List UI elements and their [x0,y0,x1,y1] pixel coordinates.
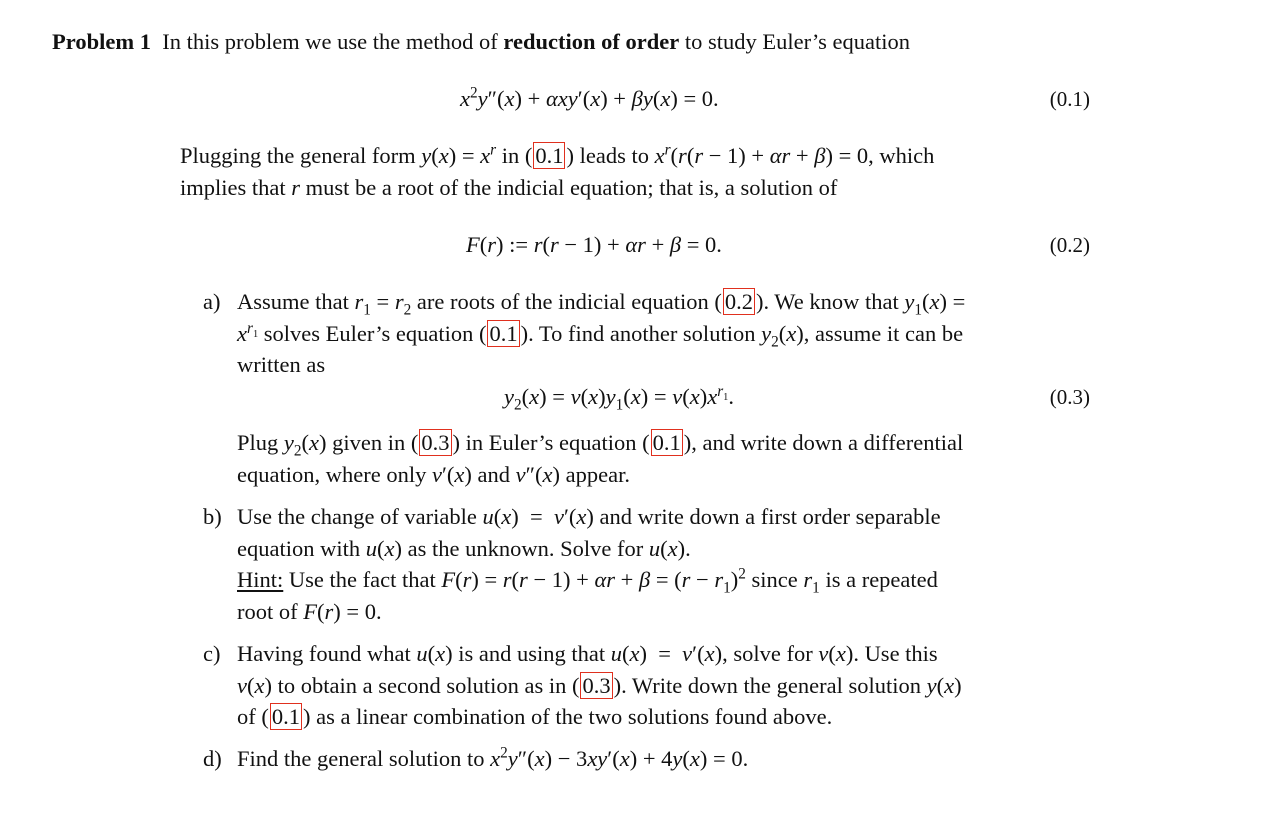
equation-0-2: F(r) := r(r − 1) + αr + β = 0. [466,232,722,257]
item-d-line-1: Find the general solution to $x^2y''(x) - 3xy'(x) + 4y(x) = 0$. [237,744,749,771]
equation-number-0-3: (0.3) [1049,385,1090,409]
item-b-line-1: Use the change of variable u(x) = v′(x) and write down a first order separable [237,504,941,529]
item-c-label: c) [203,641,221,666]
ref-link-0-1[interactable]: 0.1 [652,430,681,455]
implies-line: implies that r must be a root of the indicial equation; that is, a solution of [180,175,838,200]
item-c-line-3: of ( 0.1 ) as a linear combination of the two solutions found above. [237,704,833,729]
item-b-hint-line: Hint: Use the fact that $F(r) = r(r - 1) + \alpha r + \beta = (r - r_1)^2$ since $r_1$ is a repeated [237,565,938,597]
item-a-line-1: Assume that $r_1 = r_2$ are roots of the indicial equation ( 0.2 ). We know that $y_1(x)$ = [237,289,966,319]
ref-link-0-1[interactable]: 0.1 [535,143,564,168]
equation-0-1: $x^2y''(x) + \alpha xy'(x) + \beta y(x) = 0$. [460,84,719,111]
problem-intro-line [52,27,910,57]
item-d-label: d) [203,746,222,771]
equation-number-0-2: (0.2) [1049,233,1090,257]
ref-link-0-3[interactable]: 0.3 [421,430,450,455]
item-a-line-3: written as [237,352,326,377]
ref-link-0-3[interactable]: 0.3 [582,673,611,698]
item-b-label: b) [203,504,222,529]
hint-label: Hint: [237,567,284,592]
item-c-line-1: Having found what u(x) is and using that u(x) = v′(x), solve for v(x). Use this [237,641,938,666]
item-a-line-5: equation, where only v′(x) and v″(x) appear. [237,462,630,487]
ref-link-0-2[interactable]: 0.2 [724,289,753,314]
equation-0-3: $y_2(x) = v(x)y_1(x) = v(x)x^{r_1}$. [504,382,734,414]
intro-text: In this problem we use the method of [162,29,498,54]
item-a-label: a) [203,289,221,314]
ref-link-0-1[interactable]: 0.1 [489,321,518,346]
intro-bold-term: reduction of order [503,29,680,54]
problem-label: Problem 1 [52,29,151,54]
item-a-line-2: $x^{r_1}$ solves Euler’s equation ( 0.1 ). To find another solution $y_2(x)$, assume it can be [237,319,964,351]
plugging-line: Plugging the general form $y(x) = x^r$ in ( 0.1 ) leads to $x^r(r(r - 1) + \alpha r + \beta) = 0$, which [180,141,935,168]
item-a-line-4: Plug $y_2(x)$ given in ( 0.3 ) in Euler’s equation ( 0.1 ), and write down a differential [237,430,964,460]
ref-link-0-1[interactable]: 0.1 [271,704,300,729]
intro-text-end: to study Euler’s equation [684,29,911,54]
item-b-line-4: root of F(r) = 0. [237,599,382,624]
equation-number-0-1: (0.1) [1049,87,1090,111]
item-b-line-2: equation with u(x) as the unknown. Solve for u(x). [237,536,691,561]
item-c-line-2: v(x) to obtain a second solution as in ( 0.3 ). Write down the general solution y(x) [237,673,962,698]
